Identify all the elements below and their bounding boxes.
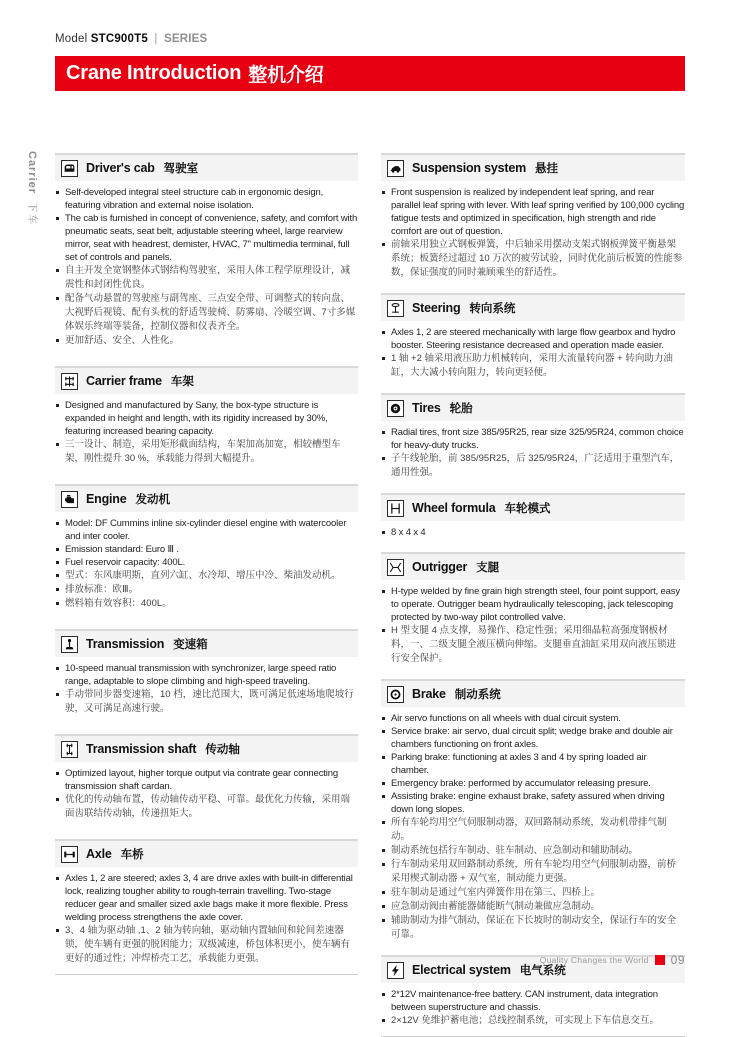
section-bullets bbox=[381, 707, 685, 942]
bullet-item bbox=[382, 886, 685, 900]
bullet-marker bbox=[382, 863, 385, 866]
bullet-marker bbox=[56, 548, 59, 551]
bullet-text: 自主开发全宽钢整体式钢结构驾驶室，采用人体工程学原理设计，减震性和封闭性优良。 bbox=[65, 265, 351, 290]
bullet-marker bbox=[382, 457, 385, 460]
bullet-text: 排放标准：欧Ⅲ。 bbox=[65, 584, 139, 595]
bullet-text: 应急制动阀由蓄能器储能断气制动兼做应急制动。 bbox=[391, 901, 601, 912]
section-title-cn: 转向系统 bbox=[469, 303, 516, 315]
right-column bbox=[381, 153, 685, 1037]
bullet-text: 前轴采用独立式钢板弹簧，中后轴采用摆动支架式钢板弹簧平衡悬架系统；板簧经过超过 10 万次的疲劳试验，同时优化前后板簧的性能参数，保证强度的同时兼顾乘坐的舒适性。 bbox=[391, 239, 683, 278]
bullet-marker bbox=[382, 782, 385, 785]
bullet-marker bbox=[56, 217, 59, 220]
bullet-text: Model: DF Cummins inline six-cylinder diesel engine with watercooler and inter cooler. bbox=[65, 518, 347, 542]
bullet-marker bbox=[382, 191, 385, 194]
divider-bar: | bbox=[154, 33, 158, 45]
bullet-text: Emission standard: Euro Ⅲ . bbox=[65, 544, 179, 555]
bullet-marker bbox=[382, 629, 385, 632]
section-title-en: Outrigger bbox=[412, 560, 468, 574]
bullet-item bbox=[382, 326, 685, 352]
bullet-text: 3、4 轴为驱动轴 ,1、2 轴为转向轴，驱动轴内置轴间和轮间差速器锁，使车辆有更强的脱困能力；双级减速，桥包体积更小，使车辆有更好的通过性；冲焊桥壳工艺，承载能力更强。 bbox=[65, 925, 351, 964]
section-title-cn: 制动系统 bbox=[454, 689, 501, 701]
spec-section bbox=[381, 293, 685, 380]
section-title-cn: 变速箱 bbox=[173, 639, 208, 651]
page-footer bbox=[55, 953, 685, 967]
spec-section bbox=[55, 153, 358, 348]
bullet-text: 8 x 4 x 4 bbox=[391, 527, 426, 538]
outrigger-icon bbox=[387, 559, 404, 576]
bullet-item bbox=[382, 1014, 685, 1028]
bullet-text: 辅助制动为排气制动，保证在下长坡时的制动安全，保证行车的安全可靠。 bbox=[391, 915, 677, 940]
bullet-item bbox=[382, 777, 685, 790]
bullet-item bbox=[382, 712, 685, 725]
bullet-marker bbox=[382, 756, 385, 759]
section-bullets bbox=[55, 657, 358, 716]
brake-icon bbox=[387, 686, 404, 703]
bullet-item bbox=[382, 426, 685, 452]
page-number: 09 bbox=[670, 953, 685, 967]
bullet-item bbox=[382, 585, 685, 624]
bullet-text: 更加舒适、安全、人性化。 bbox=[65, 335, 180, 346]
bullet-item bbox=[56, 569, 358, 583]
bullet-text: 驻车制动是通过气室内弹簧作用在第三、四桥上。 bbox=[391, 887, 601, 898]
section-title-en: Engine bbox=[86, 492, 127, 506]
bullet-marker bbox=[56, 574, 59, 577]
section-title-cn: 车桥 bbox=[120, 849, 144, 861]
section-header bbox=[381, 679, 685, 707]
spec-section bbox=[381, 679, 685, 942]
bullet-marker bbox=[56, 297, 59, 300]
bullet-text: Axles 1, 2 are steered mechanically with large flow gearbox and hydro booster. Steering resistance decreased and operation made easier. bbox=[391, 327, 676, 351]
page-title-banner bbox=[55, 56, 685, 91]
bullet-text: 1 轴 +2 轴采用液压助力机械转向，采用大流量转向器 + 转向助力油缸，大大减小转向阻力，转向更轻便。 bbox=[391, 353, 673, 378]
bullet-marker bbox=[56, 588, 59, 591]
bullet-item bbox=[56, 264, 358, 292]
bullet-text: 三一设计、制造，采用矩形截面结构，车架加高加宽，相较槽型车架，刚性提升 30 %，承载能力得到大幅提升。 bbox=[65, 439, 341, 464]
section-header bbox=[55, 484, 358, 512]
left-column bbox=[55, 153, 358, 975]
bullet-item bbox=[56, 517, 358, 543]
bullet-item bbox=[382, 624, 685, 666]
bullet-item bbox=[382, 725, 685, 751]
section-title-cn: 支腿 bbox=[476, 562, 500, 574]
section-title-cn: 电气系统 bbox=[519, 965, 566, 977]
model-number: STC900T5 bbox=[90, 33, 148, 45]
bullet-item bbox=[56, 662, 358, 688]
section-title-en: Transmission bbox=[86, 637, 165, 651]
bullet-item bbox=[382, 452, 685, 480]
section-title-cn: 传动轴 bbox=[205, 744, 240, 756]
bullet-item bbox=[382, 186, 685, 238]
bullet-text: 优化的传动轴布置，传动轴传动平稳、可靠。最优化力传输，采用端面齿联结传动轴，传递扭矩大。 bbox=[65, 794, 351, 819]
bullet-item bbox=[382, 751, 685, 777]
bullet-marker bbox=[56, 404, 59, 407]
tire-icon bbox=[387, 400, 404, 417]
bullet-marker bbox=[382, 331, 385, 334]
section-bullets bbox=[55, 181, 358, 348]
bullet-text: 10-speed manual transmission with synchronizer, large speed ratio range, adaptable to slope climbing and high-speed traveling. bbox=[65, 663, 337, 687]
section-title-en: Driver's cab bbox=[86, 161, 155, 175]
bullet-item bbox=[56, 597, 358, 611]
side-tab-carrier bbox=[26, 151, 41, 226]
section-title-en: Axle bbox=[86, 847, 112, 861]
section-header bbox=[381, 153, 685, 181]
bullet-marker bbox=[382, 243, 385, 246]
bullet-marker bbox=[382, 431, 385, 434]
bullet-marker bbox=[56, 929, 59, 932]
bullet-item bbox=[382, 352, 685, 380]
bullet-marker bbox=[56, 269, 59, 272]
bullet-text: 所有车轮均用空气伺服制动器，双回路制动系统，发动机带排气制动。 bbox=[391, 817, 667, 842]
bullet-text: Axles 1, 2 are steered; axles 3, 4 are drive axles with built-in differential lock, realizing tougher ability to rough-terrain travelling. Two-stage reducer gear and smaller sized axle bags make it more flexible. Press welding process strengthens the axle cover. bbox=[65, 873, 353, 923]
bullet-item bbox=[56, 186, 358, 212]
section-title-cn: 悬挂 bbox=[535, 163, 559, 175]
bullet-marker bbox=[56, 877, 59, 880]
bullet-text: Front suspension is realized by independent leaf spring, and rear parallel leaf spring with lever. With leaf spring verified by 100,000 cycling fatigue tests and optimized in specification, high strength and ride comfort are out of question. bbox=[391, 187, 685, 237]
spec-section bbox=[55, 839, 358, 966]
bullet-marker bbox=[382, 590, 385, 593]
bullet-item bbox=[56, 872, 358, 924]
bullet-text: 手动带同步器变速箱，10 档，速比范围大，既可满足低速场地爬坡行驶，又可满足高速行驶。 bbox=[65, 689, 354, 714]
bullet-marker bbox=[382, 905, 385, 908]
bullet-text: 型式：东风康明斯，直列六缸、水冷却、增压中冷、柴油发动机。 bbox=[65, 570, 341, 581]
bullet-marker bbox=[382, 821, 385, 824]
series-label: SERIES bbox=[163, 33, 208, 45]
column-end-rule bbox=[55, 974, 358, 975]
section-header bbox=[55, 734, 358, 762]
spec-section bbox=[381, 153, 685, 280]
bullet-marker bbox=[382, 919, 385, 922]
section-title-cn: 轮胎 bbox=[449, 403, 473, 415]
section-title-en: Transmission shaft bbox=[86, 742, 197, 756]
section-title-cn: 驾驶室 bbox=[163, 163, 199, 175]
bullet-item bbox=[56, 438, 358, 466]
bullet-text: 子午线轮胎，前 385/95R25，后 325/95R24，广泛适用于重型汽车，通用性强。 bbox=[391, 453, 680, 478]
bullet-text: Designed and manufactured by Sany, the box-type structure is expanded in height and length, with its rigidity increased by 30%, featuring increased bearing capacity. bbox=[65, 400, 328, 437]
section-title-en: Carrier frame bbox=[86, 374, 162, 388]
bullet-marker bbox=[382, 357, 385, 360]
bullet-text: Fuel reservoir capacity: 400L. bbox=[65, 557, 186, 568]
bullet-marker bbox=[56, 191, 59, 194]
spec-section bbox=[381, 552, 685, 666]
section-bullets bbox=[55, 762, 358, 821]
axle-icon bbox=[61, 846, 78, 863]
bullet-item bbox=[382, 844, 685, 858]
spec-section bbox=[55, 484, 358, 611]
bullet-text: Radial tires, front size 385/95R25, rear size 325/95R24, common choice for heavy-duty trucks. bbox=[391, 427, 684, 451]
section-title-cn: 发动机 bbox=[135, 494, 170, 506]
bullet-marker bbox=[382, 531, 385, 534]
bullet-text: Optimized layout, higher torque output via contrate gear connecting transmission shaft cardan. bbox=[65, 768, 339, 792]
section-header bbox=[55, 629, 358, 657]
bullet-marker bbox=[382, 717, 385, 720]
section-title-en: Suspension system bbox=[412, 161, 527, 175]
suspension-icon bbox=[387, 160, 404, 177]
bullet-item bbox=[382, 816, 685, 844]
model-series-line bbox=[55, 33, 207, 45]
bullet-text: Assisting brake: engine exhaust brake, safety assured when driving down long slopes. bbox=[391, 791, 665, 815]
bullet-marker bbox=[382, 1019, 385, 1022]
bullet-item bbox=[56, 556, 358, 569]
bullet-text: Parking brake: functioning at axles 3 and 4 by spring loaded air chamber. bbox=[391, 752, 647, 776]
footer-slogan: Quality Changes the World bbox=[539, 955, 649, 965]
bullet-text: 燃料箱有效容积：400L。 bbox=[65, 598, 172, 609]
bullet-marker bbox=[56, 772, 59, 775]
bullet-marker bbox=[382, 849, 385, 852]
bullet-item bbox=[382, 858, 685, 886]
section-bullets bbox=[381, 181, 685, 280]
side-tab-label-cn: 下车 bbox=[26, 202, 37, 227]
bullet-marker bbox=[382, 730, 385, 733]
section-bullets bbox=[381, 580, 685, 666]
wheel-formula-icon bbox=[387, 500, 404, 517]
side-tab-label-en: Carrier bbox=[26, 151, 38, 195]
section-header bbox=[55, 839, 358, 867]
section-bullets bbox=[55, 512, 358, 611]
gearshift-icon bbox=[61, 636, 78, 653]
section-title-en: Brake bbox=[412, 687, 446, 701]
section-title-en: Steering bbox=[412, 301, 461, 315]
section-bullets bbox=[55, 394, 358, 466]
section-header bbox=[381, 552, 685, 580]
bullet-marker bbox=[382, 795, 385, 798]
bullet-item bbox=[56, 292, 358, 334]
section-title-en: Wheel formula bbox=[412, 501, 496, 515]
section-title-en: Electrical system bbox=[412, 963, 511, 977]
spec-section bbox=[55, 629, 358, 716]
frame-icon bbox=[61, 373, 78, 390]
section-title-cn: 车架 bbox=[170, 376, 194, 388]
section-header bbox=[381, 393, 685, 421]
section-bullets bbox=[55, 867, 358, 966]
section-bullets bbox=[381, 421, 685, 480]
bullet-text: Service brake: air servo, dual circuit split; wedge brake and double air chambers functioning on front axles. bbox=[391, 726, 673, 750]
page-title-en: Crane Introduction bbox=[66, 62, 242, 84]
bullet-text: 制动系统包括行车制动、驻车制动、应急制动和辅助制动。 bbox=[391, 845, 639, 856]
bullet-text: Self-developed integral steel structure cab in ergonomic design, featuring vibration and external noise isolation. bbox=[65, 187, 324, 211]
section-bullets bbox=[381, 983, 685, 1028]
bullet-text: 2*12V maintenance-free battery. CAN instrument, data integration between superstructure and chassis. bbox=[391, 989, 658, 1013]
bullet-marker bbox=[56, 522, 59, 525]
footer-red-square bbox=[655, 955, 665, 965]
bullet-item bbox=[382, 988, 685, 1014]
bullet-text: H-type welded by fine grain high strength steel, four point support, easy to operate. Outrigger beam hydraulically telescoping, jack telescoping protected by two-way pilot controlled valve. bbox=[391, 586, 681, 623]
page-title-cn: 整机介绍 bbox=[248, 65, 324, 86]
engine-icon bbox=[61, 491, 78, 508]
bullet-marker bbox=[56, 339, 59, 342]
bullet-item bbox=[382, 790, 685, 816]
bullet-marker bbox=[56, 561, 59, 564]
bullet-item bbox=[56, 793, 358, 821]
bullet-item bbox=[382, 238, 685, 280]
section-bullets bbox=[381, 521, 685, 539]
section-header bbox=[381, 293, 685, 321]
bullet-item bbox=[382, 914, 685, 942]
bullet-marker bbox=[56, 602, 59, 605]
bullet-item bbox=[56, 767, 358, 793]
bullet-text: H 型支腿 4 点支撑，易操作、稳定性强；采用细晶粒高强度钢板材料，一、二级支腿全液压横向伸缩。支腿垂直油缸采用双向液压锁进行安全保护。 bbox=[391, 625, 677, 664]
shaft-icon bbox=[61, 741, 78, 758]
bullet-text: 行车制动采用双回路制动系统，所有车轮均用空气伺服制动器，前桥采用楔式制动器 + 双气室，制动能力更强。 bbox=[391, 859, 677, 884]
bullet-text: 配备气动悬置的驾驶座与副驾座、三点安全带、可调整式的转向盘、大视野后视镜、配有头枕的舒适驾驶椅、防雾扇、冷暖空调、7寸多媒体娱乐终端等装备，控制仪器和仪表齐全。 bbox=[65, 293, 356, 332]
bullet-text: Emergency brake: performed by accumulator releasing presure. bbox=[391, 778, 651, 789]
bullet-marker bbox=[56, 667, 59, 670]
bullet-text: The cab is furnished in concept of convenience, safety, and comfort with pneumatic seats, seat belt, adjustable steering wheel, large rearview mirror, seat with headrest, demister, HVAC, 7'' multimedia terminal, full set of controls and panels. bbox=[65, 213, 358, 263]
bullet-marker bbox=[56, 798, 59, 801]
steering-icon bbox=[387, 300, 404, 317]
bullet-item bbox=[56, 212, 358, 264]
bullet-item bbox=[56, 399, 358, 438]
bullet-marker bbox=[56, 693, 59, 696]
bullet-text: 2×12V 免维护蓄电池；总线控制系统，可实现上下车信息交互。 bbox=[391, 1015, 659, 1026]
section-bullets bbox=[381, 321, 685, 380]
bullet-item bbox=[56, 334, 358, 348]
spec-section bbox=[55, 734, 358, 821]
bullet-item bbox=[56, 543, 358, 556]
bullet-marker bbox=[382, 891, 385, 894]
spec-section bbox=[381, 393, 685, 480]
spec-section bbox=[381, 493, 685, 539]
model-label: Model bbox=[55, 33, 88, 45]
section-header bbox=[381, 493, 685, 521]
bullet-text: Air servo functions on all wheels with dual circuit system. bbox=[391, 713, 621, 724]
bullet-item bbox=[382, 526, 685, 539]
bullet-item bbox=[56, 583, 358, 597]
cab-icon bbox=[61, 160, 78, 177]
bullet-marker bbox=[382, 993, 385, 996]
spec-section bbox=[55, 366, 358, 466]
section-header bbox=[55, 366, 358, 394]
section-title-cn: 车轮模式 bbox=[504, 503, 551, 515]
section-title-en: Tires bbox=[412, 401, 441, 415]
bullet-marker bbox=[56, 443, 59, 446]
bullet-item bbox=[56, 688, 358, 716]
bullet-item bbox=[382, 900, 685, 914]
section-header bbox=[55, 153, 358, 181]
